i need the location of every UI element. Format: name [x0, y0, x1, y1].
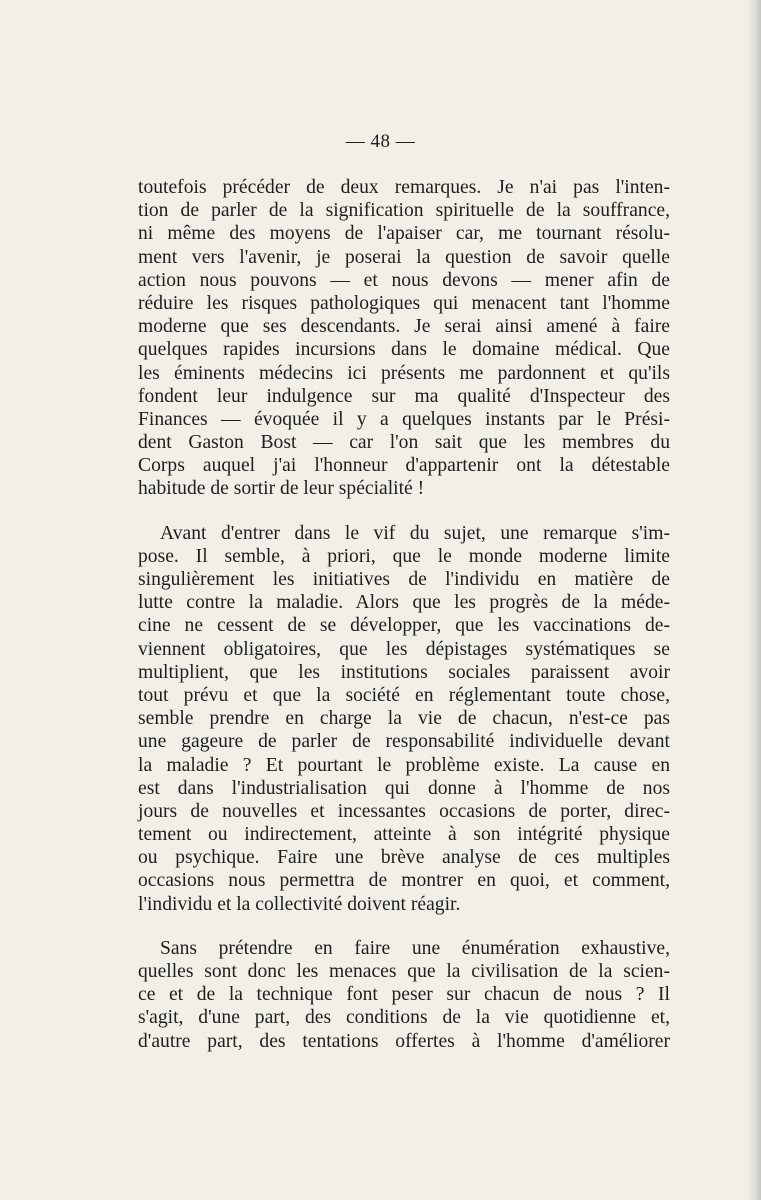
text-line: action nous pouvons — et nous devons — mener afin de [138, 269, 670, 291]
text-line: lutte contre la maladie. Alors que les progrès de la méde- [138, 592, 670, 614]
text-line: ou psychique. Faire une brève analyse de ces multiples [138, 847, 670, 869]
paragraph-1 [138, 176, 670, 501]
paragraph-spacer [138, 916, 670, 937]
text-line: cine ne cessent de se développer, que les vaccinations de- [138, 615, 670, 637]
text-line: d'autre part, des tentations offertes à l'homme d'améliorer [138, 1030, 670, 1052]
text-line: une gageure de parler de responsabilité individuelle devant [138, 731, 670, 753]
paragraph-3 [138, 937, 670, 1053]
text-line: occasions nous permettra de montrer en quoi, et comment, [138, 870, 670, 892]
text-line: jours de nouvelles et incessantes occasions de porter, direc- [138, 800, 670, 822]
text-line: multiplient, que les institutions sociales paraissent avoir [138, 661, 670, 683]
text-line: ni même des moyens de l'apaiser car, me tournant résolu- [138, 223, 670, 245]
text-line: quelles sont donc les menaces que la civilisation de la scien- [138, 961, 670, 982]
text-line: habitude de sortir de leur spécialité ! [138, 478, 425, 500]
text-line: Finances — évoquée il y a quelques instants par le Prési- [138, 408, 670, 430]
text-line: dent Gaston Bost — car l'on sait que les membres du [138, 432, 670, 454]
body-text [138, 176, 670, 1053]
text-line: s'agit, d'une part, des conditions de la vie quotidienne et, [138, 1007, 670, 1029]
text-line: tement ou indirectement, atteinte à son intégrité physique [138, 824, 670, 846]
text-line: ment vers l'avenir, je poserai la question de savoir quelle [138, 246, 670, 268]
paragraph-2 [138, 522, 670, 916]
text-line: Sans prétendre en faire une énumération exhaustive, [160, 937, 670, 959]
text-line: quelques rapides incursions dans le domaine médical. Que [138, 339, 670, 361]
text-line: Corps auquel j'ai l'honneur d'appartenir ont la détestable [138, 455, 670, 477]
text-line: pose. Il semble, à priori, que le monde moderne limite [138, 545, 670, 567]
text-line: ce et de la technique font peser sur chacun de nous ? Il [138, 984, 670, 1006]
text-line: Avant d'entrer dans le vif du sujet, une remarque s'im- [160, 522, 670, 544]
text-line: viennent obligatoires, que les dépistages systématiques se [138, 638, 670, 660]
text-line: tion de parler de la signification spirituelle de la souffrance, [138, 200, 670, 222]
text-line: fondent leur indulgence sur ma qualité d'Inspecteur des [138, 385, 670, 407]
text-line: moderne que ses descendants. Je serai ainsi amené à faire [138, 316, 670, 338]
text-line: semble prendre en charge la vie de chacun, n'est-ce pas [138, 708, 670, 730]
text-line: réduire les risques pathologiques qui menacent tant l'homme [138, 292, 670, 314]
text-line: les éminents médecins ici présents me pardonnent et qu'ils [138, 362, 670, 384]
text-line: l'individu et la collectivité doivent réagir. [138, 893, 461, 915]
text-line: toutefois précéder de deux remarques. Je n'ai pas l'inten- [138, 177, 670, 198]
paragraph-spacer [138, 501, 670, 522]
page-number: — 48 — [345, 131, 416, 152]
text-line: tout prévu et que la société en réglementant toute chose, [138, 684, 670, 706]
text-line: la maladie ? Et pourtant le problème existe. La cause en [138, 754, 670, 776]
text-line: singulièrement les initiatives de l'individu en matière de [138, 569, 670, 590]
text-line: est dans l'industrialisation qui donne à l'homme de nos [138, 777, 670, 799]
page-edge-shadow [747, 0, 761, 1200]
